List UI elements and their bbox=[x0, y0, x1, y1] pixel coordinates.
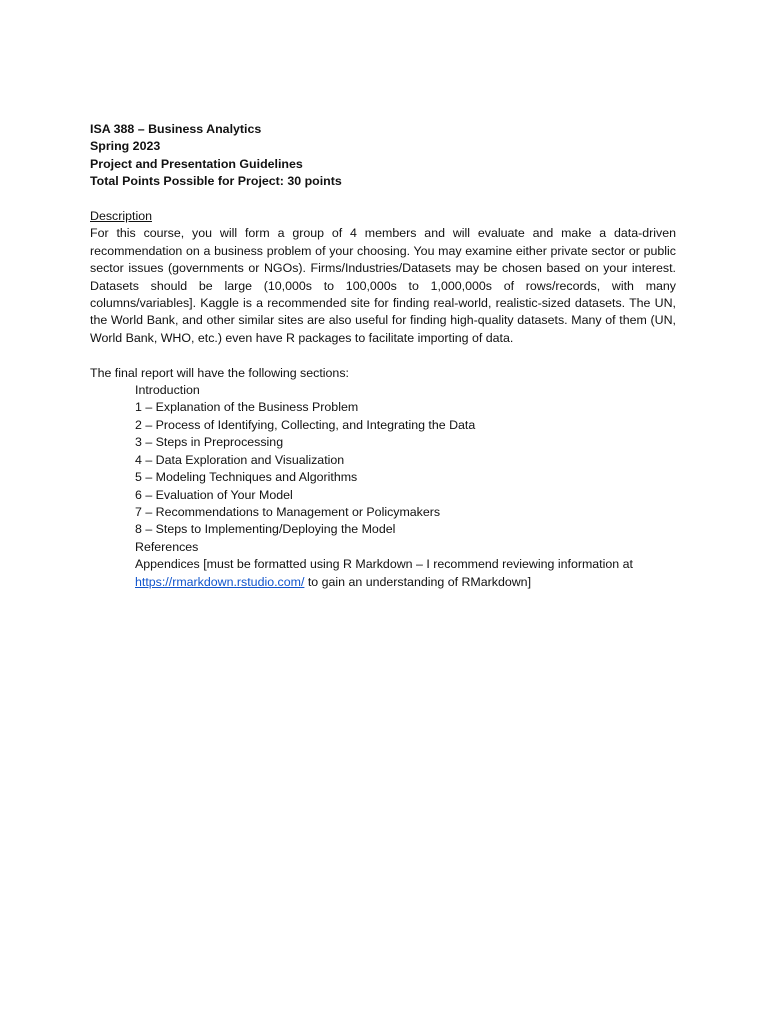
term: Spring 2023 bbox=[90, 139, 161, 154]
section-item: References bbox=[135, 539, 199, 554]
section-item: 7 – Recommendations to Management or Policymakers bbox=[135, 504, 441, 519]
rmarkdown-link[interactable]: https://rmarkdown.rstudio.com/ bbox=[135, 574, 305, 589]
spacer bbox=[90, 347, 676, 364]
section-item: 1 – Explanation of the Business Problem bbox=[135, 400, 359, 415]
appendices-item bbox=[135, 556, 676, 591]
section-item: 4 – Data Exploration and Visualization bbox=[135, 452, 345, 467]
document-page bbox=[90, 121, 676, 591]
appendices-text: Appendices [must be formatted using R Markdown – I recommend reviewing information at bbox=[135, 557, 633, 572]
section-item: 8 – Steps to Implementing/Deploying the Model bbox=[135, 522, 396, 537]
section-item: Introduction bbox=[135, 383, 200, 398]
spacer bbox=[90, 191, 676, 208]
points-total: Total Points Possible for Project: 30 points bbox=[90, 174, 342, 189]
document-title: Project and Presentation Guidelines bbox=[90, 156, 303, 171]
sections-list bbox=[90, 382, 676, 591]
section-item: 6 – Evaluation of Your Model bbox=[135, 487, 293, 502]
course-title: ISA 388 – Business Analytics bbox=[90, 122, 262, 136]
section-item: 5 – Modeling Techniques and Algorithms bbox=[135, 470, 358, 485]
appendices-suffix: to gain an understanding of RMarkdown] bbox=[304, 574, 532, 589]
section-item: 3 – Steps in Preprocessing bbox=[135, 435, 284, 450]
section-item: 2 – Process of Identifying, Collecting, and Integrating the Data bbox=[135, 417, 476, 432]
description-body: For this course, you will form a group of 4 members and will evaluate and make a data-driven recommendation on a business problem of your choosing. You may examine either private sector or public sector issues (governments or NGOs). Firms/Industries/Datasets may be chosen based on your interest. Datasets should be large (10,000s to 100,000s to 1,000,000s of rows/records, with many columns/variables]. Kaggle is a recommended site for finding real-world, realistic-sized datasets. The UN, the World Bank, and other similar sites are also useful for finding high-quality datasets. Many of them (UN, World Bank, WHO, etc.) even have R packages to facilitate importing of data. bbox=[90, 226, 676, 345]
description-heading: Description bbox=[90, 209, 152, 224]
sections-intro: The final report will have the following sections: bbox=[90, 365, 349, 380]
